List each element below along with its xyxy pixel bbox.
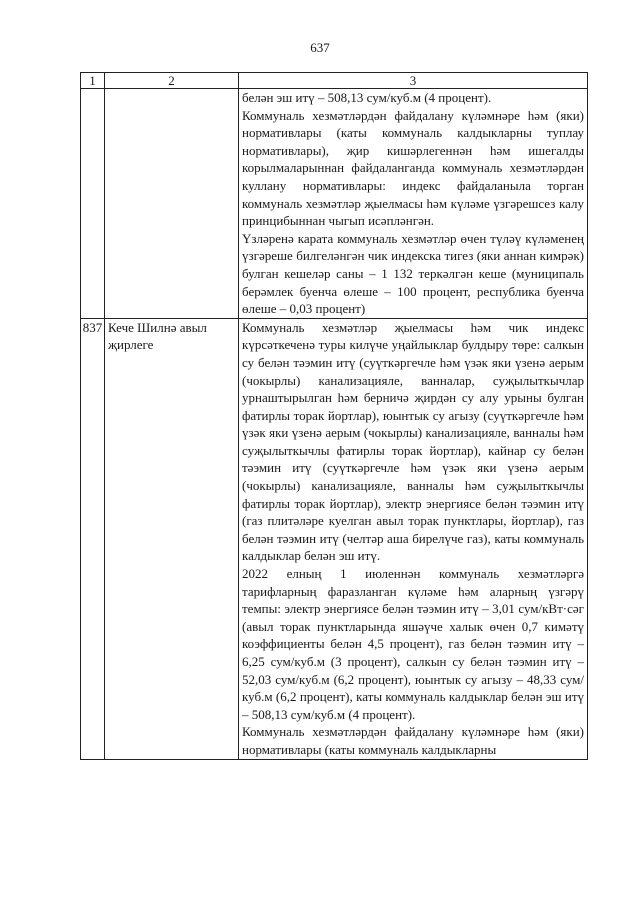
header-col-2: 2 [105, 73, 239, 89]
row-number [81, 89, 105, 319]
header-col-1: 1 [81, 73, 105, 89]
paragraph: Үзләренә карата коммуналь хезмәтләр өчен түләү күләменең үзгәреше билгеләнгән чик индекска тигез (яки аннан кимрәк) булган кешеләр саны – 1 132 теркәлгән кеше (муниципаль берәмлек буенча өлеше – 100 процент, республика буенча өлеше – 0,03 процент) [242, 230, 584, 317]
paragraph: Коммуналь хезмәтләрдән файдалану күләмнәре һәм (яки) нормативлары (каты коммуналь калдыкларны [242, 724, 584, 757]
paragraph: Коммуналь хезмәтләр җыелмасы һәм чик индекс күрсәткеченә туры килүче уңайлыклар булдыру төре: салкын су белән тәэмин итү (суүткәргечле һәм үзәк яки үзенә аерым (чокырлы) канализацияле, ванналар, суҗылыткычлар урнаштырылган һәм берничә җирдән су алу урыны булган фатирлы торак йортлар), юынтык су агызу (суүткәргечле һәм үзәк яки үзенә аерым (чокырлы) канализацияле, ванналы һәм суҗылыткычлы фатирлы торак йортлар), кайнар су белән тәэмин итү (суүткәргечле һәм үзәк яки үзенә аерым (чокырлы) канализацияле, ванналы һәм суҗылыткычлы фатирлы торак йортлар), электр энергиясе белән тәэмин итү (газ плитәләре куелган авыл торак пунктлары, йортлар), газ белән тәэмин итү (челтәр аша бирелүче газ), каты коммуналь калдыклар белән эш итү. [242, 319, 584, 564]
paragraph: 2022 елның 1 июленнән коммуналь хезмәтләргә тарифларның фаразланган күләме һәм аларның үзгәрү темпы: электр энергиясе белән тәэмин итү – 3,01 сум/кВт·сәг (авыл торак пунктларында яшәүче халык өчен 0,7 кимәтү коэффициенты белән 4,5 процент), газ белән тәэмин итү – 6,25 сум/куб.м (3 процент), салкын су белән тәэмин итү – 52,03 сум/куб.м (6,2 процент), юынтык су агызу – 48,33 сум/куб.м (6,2 процент), каты коммуналь калдыклар белән эш итү – 508,13 сум/куб.м (4 процент). [242, 566, 584, 722]
page-number: 637 [310, 40, 330, 55]
paragraph: белән эш итү – 508,13 сум/куб.м (4 процент). [242, 90, 492, 105]
table-row [81, 318, 588, 759]
table-row [81, 89, 588, 319]
paragraph: Коммуналь хезмәтләрдән файдалану күләмнәре һәм (яки) нормативлары (каты коммуналь калдыкларны туплау нормативлары), җир кишәрлегеннән һәм ишегалды корылмаларыннан файдаланганда коммуналь хезмәтләрдән куллану нормативлары: индекс файдаланыла торган коммуналь хезмәтләр җыелмасы һәм күләме үзгәрешсез калу принцибыннан чыгып исәпләнгән. [242, 107, 584, 229]
table-header-row [81, 73, 588, 89]
row-number: 837 [81, 318, 105, 759]
row-description [239, 318, 588, 759]
header-col-3: 3 [239, 73, 588, 89]
row-description [239, 89, 588, 319]
document-table [80, 72, 588, 760]
row-settlement-name: Кече Шилнә авыл җирлеге [105, 318, 239, 759]
row-settlement-name [105, 89, 239, 319]
